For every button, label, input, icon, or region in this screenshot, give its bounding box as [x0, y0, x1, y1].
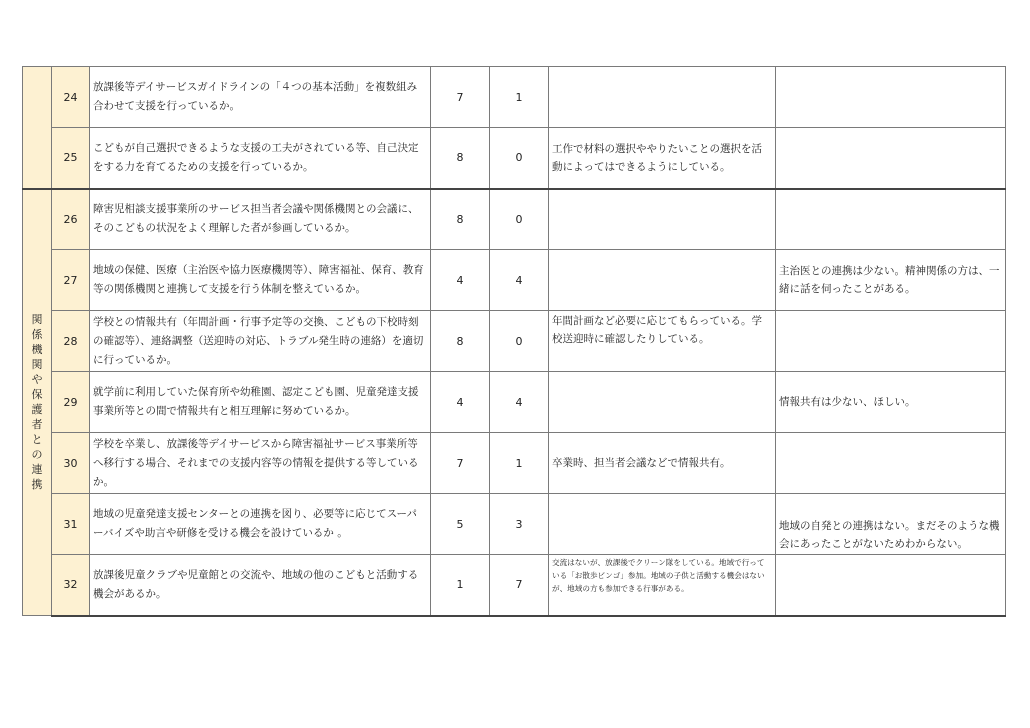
parent-comment	[776, 189, 1006, 250]
parent-comment: 地域の自発との連携はない。まだそのような機会にあったことがないためわからない。	[776, 494, 1006, 555]
item-content: 学校を卒業し、放課後等デイサービスから障害福祉サービス事業所等へ移行する場合、それまでの支援内容等の情報を提供する等しているか。	[90, 433, 431, 494]
yes-count: 1	[431, 555, 490, 616]
improvement-note	[549, 189, 776, 250]
item-number: 31	[52, 494, 90, 555]
item-number: 27	[52, 250, 90, 311]
no-count: 4	[490, 250, 549, 311]
item-content: こどもが自己選択できるような支援の工夫がされている等、自己決定をする力を育てるための支援を行っているか。	[90, 128, 431, 189]
yes-count: 8	[431, 189, 490, 250]
table-row	[23, 494, 1006, 555]
item-content: 放課後児童クラブや児童館との交流や、地域の他のこどもと活動する機会があるか。	[90, 555, 431, 616]
item-number: 32	[52, 555, 90, 616]
section-label-text: 関係機関や保護者との連携	[31, 313, 43, 492]
no-count: 4	[490, 372, 549, 433]
improvement-note	[549, 250, 776, 311]
yes-count: 7	[431, 433, 490, 494]
table-row	[23, 250, 1006, 311]
improvement-note: 年間計画など必要に応じてもらっている。学校送迎時に確認したりしている。	[549, 311, 776, 372]
improvement-note	[549, 494, 776, 555]
no-count: 0	[490, 311, 549, 372]
table-row	[23, 433, 1006, 494]
table-row	[23, 67, 1006, 128]
item-content: 障害児相談支援事業所のサービス担当者会議や関係機関との会議に、そのこどもの状況をよく理解した者が参画しているか。	[90, 189, 431, 250]
improvement-note	[549, 372, 776, 433]
yes-count: 4	[431, 372, 490, 433]
evaluation-table	[22, 66, 1006, 617]
improvement-note: 卒業時、担当者会議などで情報共有。	[549, 433, 776, 494]
parent-comment	[776, 311, 1006, 372]
item-content: 地域の児童発達支援センターとの連携を図り、必要等に応じてスーパーバイズや助言や研修を受ける機会を設けているか 。	[90, 494, 431, 555]
no-count: 7	[490, 555, 549, 616]
no-count: 0	[490, 128, 549, 189]
section-label	[23, 189, 52, 616]
table-row	[23, 372, 1006, 433]
parent-comment	[776, 555, 1006, 616]
item-number: 24	[52, 67, 90, 128]
yes-count: 5	[431, 494, 490, 555]
item-number: 30	[52, 433, 90, 494]
yes-count: 7	[431, 67, 490, 128]
no-count: 1	[490, 433, 549, 494]
table-row	[23, 189, 1006, 250]
evaluation-sheet	[22, 66, 1006, 617]
improvement-note: 交流はないが、放課後でクリーン隊をしている。地域で行っている「お散歩ビンゴ」参加。地域の子供と活動する機会はないが、地域の方も参加できる行事がある。	[549, 555, 776, 616]
table-row	[23, 555, 1006, 616]
item-content: 学校との情報共有（年間計画・行事予定等の交換、こどもの下校時刻の確認等）、連絡調整（送迎時の対応、トラブル発生時の連絡）を適切に行っているか。	[90, 311, 431, 372]
item-number: 29	[52, 372, 90, 433]
yes-count: 4	[431, 250, 490, 311]
yes-count: 8	[431, 128, 490, 189]
item-content: 就学前に利用していた保育所や幼稚園、認定こども園、児童発達支援事業所等との間で情報共有と相互理解に努めているか。	[90, 372, 431, 433]
parent-comment	[776, 128, 1006, 189]
no-count: 3	[490, 494, 549, 555]
no-count: 0	[490, 189, 549, 250]
item-content: 放課後等デイサービスガイドラインの「４つの基本活動」を複数組み合わせて支援を行っているか。	[90, 67, 431, 128]
no-count: 1	[490, 67, 549, 128]
parent-comment	[776, 67, 1006, 128]
item-number: 28	[52, 311, 90, 372]
parent-comment: 情報共有は少ない、ほしい。	[776, 372, 1006, 433]
yes-count: 8	[431, 311, 490, 372]
improvement-note	[549, 67, 776, 128]
item-content: 地域の保健、医療（主治医や協力医療機関等）、障害福祉、保育、教育等の関係機関と連携して支援を行う体制を整えているか。	[90, 250, 431, 311]
previous-section-label	[23, 67, 52, 189]
improvement-note: 工作で材料の選択ややりたいことの選択を活動によってはできるようにしている。	[549, 128, 776, 189]
parent-comment: 主治医との連携は少ない。精神関係の方は、一緒に話を伺ったことがある。	[776, 250, 1006, 311]
table-row	[23, 128, 1006, 189]
item-number: 26	[52, 189, 90, 250]
item-number: 25	[52, 128, 90, 189]
parent-comment	[776, 433, 1006, 494]
table-row	[23, 311, 1006, 372]
